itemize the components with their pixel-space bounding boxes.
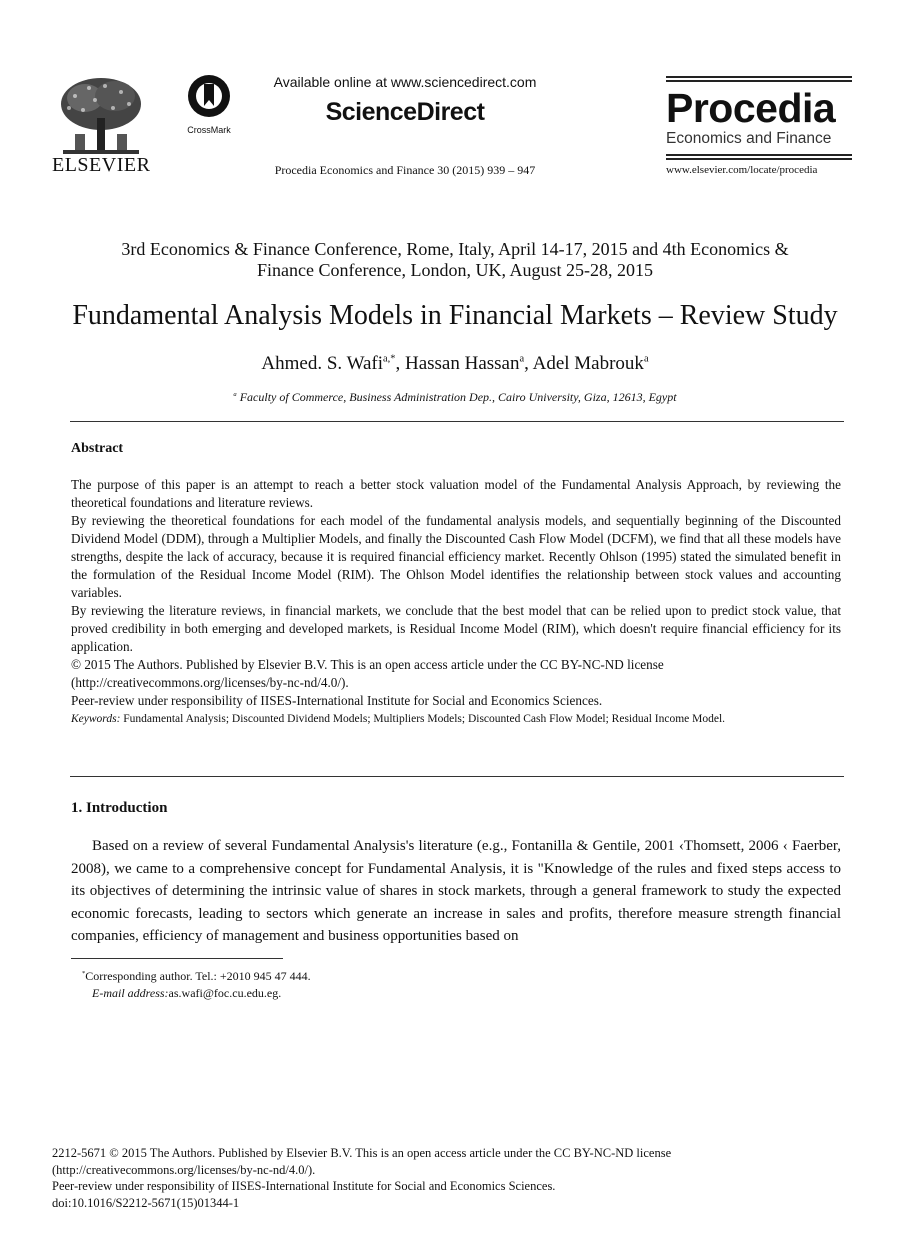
elsevier-tree-icon xyxy=(55,74,147,158)
footer-peer-review: Peer-review under responsibility of IISES-International Institute for Social and Economics Sciences. xyxy=(52,1179,556,1193)
footer-license-link[interactable]: (http://creativecommons.org/licenses/by-nc-nd/4.0/). xyxy=(52,1162,316,1177)
abstract-paragraph: The purpose of this paper is an attempt to reach a better stock valuation model of the Fundamental Analysis Approach, by reviewing the theoretical foundations and literature reviews. xyxy=(71,477,841,510)
abstract-paragraph: By reviewing the theoretical foundations for each model of the fundamental analysis models, and sequentially beginning of the Discounted Dividend Model (DDM), through a Multiplier Models, and finally the Discounted Cash Flow Model (DCFM), we find that all these models have strengths, despite the lack of accuracy, because it is required financial efficiency market. Recently Ohlson (1995) stated the simulated benefit in the formulation of the Residual Income Model (RIM). The Ohlson Model identifies the relationship between stock values and accounting variables. xyxy=(71,513,841,600)
introduction-paragraph: Based on a review of several Fundamental Analysis's literature (e.g., Fontanilla & Gentile, 2001 ‹Thomsett, 2006 ‹ Faerber, 2008), we came to a comprehensive concept for Fundamental Analysis, it is "Knowledge of the rules and fixed steps access to its objectives of determining the intrinsic value of shares in stock markets, through a general framework to study the expected economic forecasts, leading to sectors which generate an increase in sales and profits, therefore measure strength financial companies, efficiency of management and business opportunities based on xyxy=(71,838,841,944)
journal-subtitle: Economics and Finance xyxy=(666,130,832,147)
introduction-body xyxy=(71,835,841,948)
journal-reference: Procedia Economics and Finance 30 (2015) 939 – 947 xyxy=(274,163,536,177)
masthead-rule xyxy=(666,80,852,82)
license-link[interactable]: (http://creativecommons.org/licenses/by-nc-nd/4.0/). xyxy=(71,675,349,690)
journal-url-link[interactable]: www.elsevier.com/locate/procedia xyxy=(666,164,818,176)
abstract-heading: Abstract xyxy=(71,441,124,456)
masthead-rule xyxy=(666,158,852,160)
footnote-divider xyxy=(71,958,283,959)
publisher-wordmark: ELSEVIER xyxy=(52,154,151,176)
procedia-masthead xyxy=(666,76,852,176)
author-name: Ahmed. S. Wafi xyxy=(261,353,384,374)
affiliation xyxy=(60,390,850,405)
paper-title: Fundamental Analysis Models in Financial Markets – Review Study xyxy=(72,300,838,331)
keywords-label: Keywords: xyxy=(71,713,121,725)
copyright-line: © 2015 The Authors. Published by Elsevier B.V. This is an open access article under the CC BY-NC-ND license xyxy=(71,657,664,672)
peer-review-line: Peer-review under responsibility of IISES-International Institute for Social and Economics Sciences. xyxy=(71,693,603,708)
sciencedirect-wordmark[interactable]: ScienceDirect xyxy=(325,98,485,126)
footnote xyxy=(82,968,311,1002)
masthead-rule xyxy=(666,154,852,156)
author-affiliation-marker: a xyxy=(519,353,525,365)
author-affiliation-marker: a xyxy=(643,353,649,365)
available-online-text: Available online at www.sciencedirect.com xyxy=(273,74,537,90)
affiliation-marker: a xyxy=(233,391,237,398)
masthead-rule xyxy=(666,76,852,78)
footer-doi[interactable]: doi:10.1016/S2212-5671(15)01344-1 xyxy=(52,1195,240,1210)
affiliation-text: Faculty of Commerce, Business Administration Dep., Cairo University, Giza, 12613, Egypt xyxy=(239,390,677,404)
keywords xyxy=(71,713,841,725)
divider xyxy=(70,421,844,422)
author-list xyxy=(60,353,850,375)
crossmark-label: CrossMark xyxy=(187,125,231,135)
email-note xyxy=(82,985,311,1002)
conference-info xyxy=(60,239,850,281)
divider xyxy=(70,776,844,777)
keywords-list: Fundamental Analysis; Discounted Dividend Models; Multipliers Models; Discounted Cash Flow Model; Residual Income Model. xyxy=(123,713,726,725)
conference-line-1: 3rd Economics & Finance Conference, Rome, Italy, April 14-17, 2015 and 4th Economics & xyxy=(121,239,789,259)
crossmark-icon xyxy=(187,74,231,118)
corresponding-author-text: Corresponding author. Tel.: +2010 945 47 444. xyxy=(85,969,311,983)
corresponding-author-note xyxy=(82,968,311,985)
section-heading: 1. Introduction xyxy=(71,800,168,816)
author-name: Hassan Hassan xyxy=(404,353,520,374)
author-name: Adel Mabrouk xyxy=(532,353,644,374)
author-separator: , xyxy=(395,353,405,374)
elsevier-logo[interactable] xyxy=(52,74,150,176)
journal-name: Procedia xyxy=(666,85,836,131)
page-footer xyxy=(52,1145,852,1211)
footnote-marker: * xyxy=(82,970,86,977)
author-affiliation-marker: a,* xyxy=(383,353,396,365)
abstract-body xyxy=(71,476,841,710)
footer-issn-license: 2212-5671 © 2015 The Authors. Published by Elsevier B.V. This is an open access article under the CC BY-NC-ND license xyxy=(52,1146,672,1160)
conference-line-2: Finance Conference, London, UK, August 25-28, 2015 xyxy=(257,260,653,280)
author-separator: , xyxy=(524,353,533,374)
email-address[interactable]: as.wafi@foc.cu.edu.eg. xyxy=(168,986,282,1000)
abstract-paragraph: By reviewing the literature reviews, in financial markets, we conclude that the best model that can be relied upon to predict stock value, that proved credibility in both emerging and developed markets, is Residual Income Model (RIM), which doesn't require financial efficiency for its application. xyxy=(71,603,841,654)
email-label: E-mail address: xyxy=(92,986,169,1000)
